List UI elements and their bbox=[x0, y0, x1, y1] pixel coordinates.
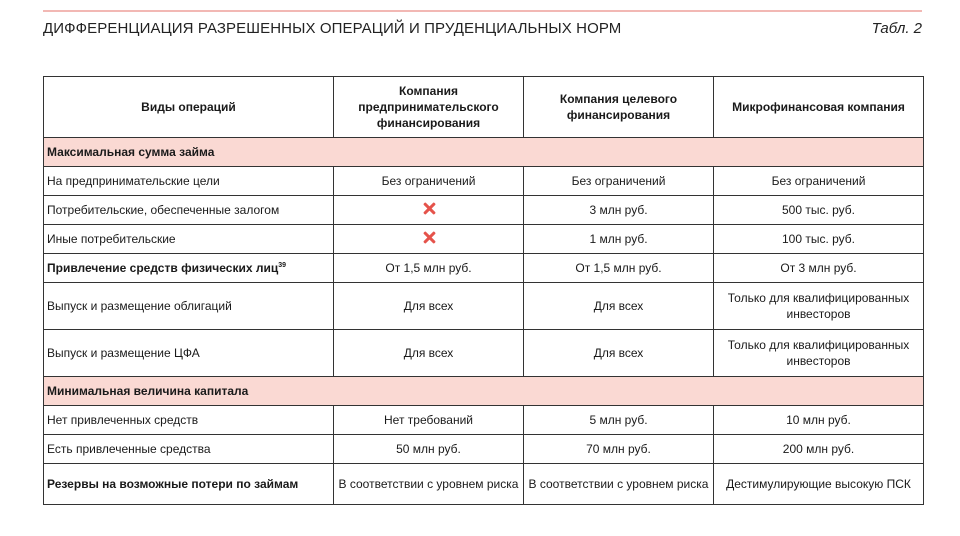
header-row bbox=[44, 77, 924, 138]
cell-value: От 3 млн руб. bbox=[714, 254, 924, 283]
cell-value: В соответствии с уровнем риска bbox=[524, 464, 714, 505]
cell-value: 3 млн руб. bbox=[524, 196, 714, 225]
cell-value: Дестимулирующие высокую ПСК bbox=[714, 464, 924, 505]
cell-value: 100 тыс. руб. bbox=[714, 225, 924, 254]
operations-table bbox=[43, 76, 924, 505]
cross-icon bbox=[423, 202, 435, 214]
cell-value: 200 млн руб. bbox=[714, 435, 924, 464]
row-label-cell bbox=[44, 254, 334, 283]
footnote-marker: 39 bbox=[278, 262, 287, 269]
cell-value: Только для квалифицированных инвесторов bbox=[714, 283, 924, 330]
section-title: Максимальная сумма займа bbox=[44, 138, 924, 167]
row-label: Выпуск и размещение ЦФА bbox=[44, 330, 334, 377]
row-label: Потребительские, обеспеченные залогом bbox=[44, 196, 334, 225]
table-row bbox=[44, 167, 924, 196]
cell-value: От 1,5 млн руб. bbox=[524, 254, 714, 283]
cell-value: Для всех bbox=[334, 330, 524, 377]
cell-value: 70 млн руб. bbox=[524, 435, 714, 464]
row-label: Резервы на возможные потери по займам bbox=[44, 464, 334, 505]
cell-value: В соответствии с уровнем риска bbox=[334, 464, 524, 505]
cross-icon bbox=[423, 231, 435, 243]
cell-value: 1 млн руб. bbox=[524, 225, 714, 254]
row-label: На предпринимательские цели bbox=[44, 167, 334, 196]
col-header-entrepreneurial: Компания предпринимательского финансирования bbox=[334, 77, 524, 138]
table-number-label: Табл. 2 bbox=[871, 20, 922, 37]
cell-value: Без ограничений bbox=[334, 167, 524, 196]
row-label: Есть привлеченные средства bbox=[44, 435, 334, 464]
cell-value: Без ограничений bbox=[524, 167, 714, 196]
cell-value: Для всех bbox=[334, 283, 524, 330]
section-title: Минимальная величина капитала bbox=[44, 377, 924, 406]
col-header-operations: Виды операций bbox=[44, 77, 334, 138]
cell-value: Нет требований bbox=[334, 406, 524, 435]
table-row bbox=[44, 225, 924, 254]
col-header-microfinance: Микрофинансовая компания bbox=[714, 77, 924, 138]
table-row bbox=[44, 283, 924, 330]
row-label: Выпуск и размещение облигаций bbox=[44, 283, 334, 330]
top-rule bbox=[43, 10, 922, 12]
table-row bbox=[44, 406, 924, 435]
cell-value: 500 тыс. руб. bbox=[714, 196, 924, 225]
cell-value: Для всех bbox=[524, 283, 714, 330]
cell-value: 5 млн руб. bbox=[524, 406, 714, 435]
table-row bbox=[44, 464, 924, 505]
row-label: Привлечение средств физических лиц bbox=[47, 261, 279, 275]
cell-value: От 1,5 млн руб. bbox=[334, 254, 524, 283]
row-label: Нет привлеченных средств bbox=[44, 406, 334, 435]
cell-value: 50 млн руб. bbox=[334, 435, 524, 464]
table-row bbox=[44, 330, 924, 377]
cell-value: 10 млн руб. bbox=[714, 406, 924, 435]
cell-not-allowed bbox=[334, 196, 524, 225]
table-row bbox=[44, 254, 924, 283]
cell-value: Без ограничений bbox=[714, 167, 924, 196]
section-row bbox=[44, 138, 924, 167]
cell-value: Только для квалифицированных инвесторов bbox=[714, 330, 924, 377]
section-row bbox=[44, 377, 924, 406]
row-label: Иные потребительские bbox=[44, 225, 334, 254]
table-title: ДИФФЕРЕНЦИАЦИЯ РАЗРЕШЕННЫХ ОПЕРАЦИЙ И ПРУДЕНЦИАЛЬНЫХ НОРМ bbox=[43, 20, 622, 37]
col-header-targeted: Компания целевого финансирования bbox=[524, 77, 714, 138]
cell-value: Для всех bbox=[524, 330, 714, 377]
table-row bbox=[44, 435, 924, 464]
table-row bbox=[44, 196, 924, 225]
cell-not-allowed bbox=[334, 225, 524, 254]
